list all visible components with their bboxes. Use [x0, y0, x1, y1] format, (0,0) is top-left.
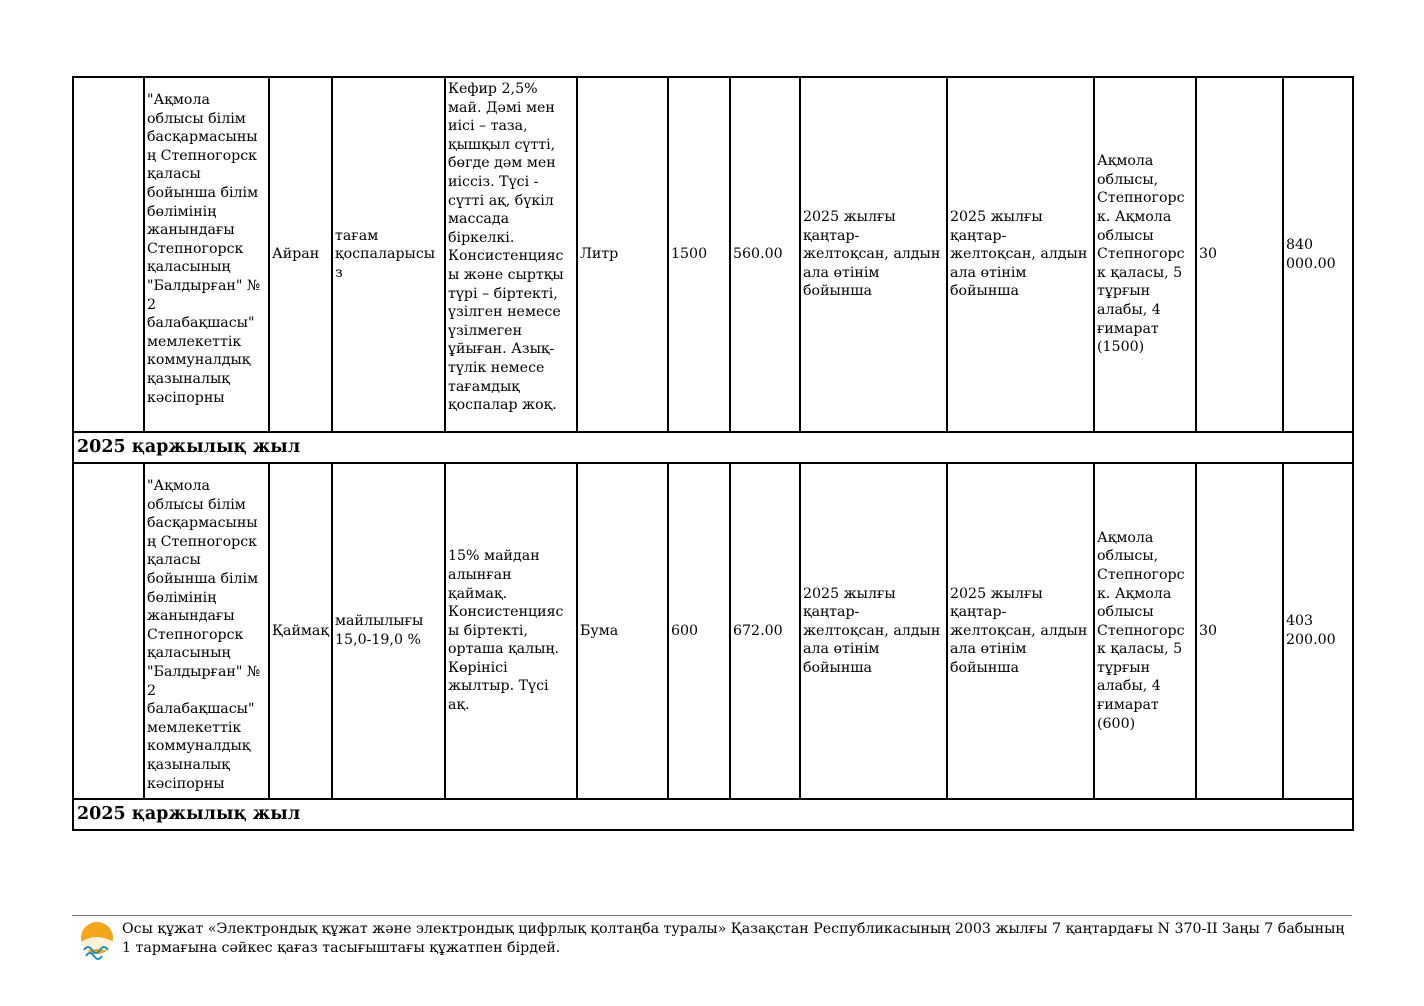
fiscal-year-row: [73, 432, 1353, 463]
delivery-period-cell: 2025 жылғы қаңтар-желтоқсан, алдын ала өтінім бойынша: [800, 463, 947, 799]
amount-cell: 840 000.00: [1283, 77, 1353, 432]
unit-cell: Бума: [577, 463, 668, 799]
quantity-cell: 600: [668, 463, 730, 799]
table-row: [73, 463, 1353, 799]
description-cell: Кефир 2,5% май. Дәмі мен иісі – таза, қышқыл сүтті, бөгде дәм мен иіссіз. Түсі - сүтті ақ, бүкіл массада біркелкі. Консистенциясы және сыртқы түрі – біртекті, үзілген немесе үзілмеген ұйыған. Азық-түлік немесе тағамдық қоспалар жоқ.: [445, 77, 577, 432]
product-name-cell: Айран: [269, 77, 332, 432]
characteristic-cell: майлылығы 15,0-19,0 %: [332, 463, 445, 799]
table-row: [73, 77, 1353, 432]
customer-cell: "Ақмола облысы білім басқармасының Степногорск қаласы бойынша білім бөлімінің жанындағы Степногорск қаласының "Балдырған" № 2 балабақшасы" мемлекеттік коммуналдық қазыналық кәсіпорны: [144, 77, 269, 432]
delivery-place-cell: Ақмола облысы, Степногорск. Ақмола облысы Степногорск қаласы, 5 тұрғын алабы, 4 ғимарат (1500): [1094, 77, 1196, 432]
procurement-table: [72, 76, 1354, 831]
delivery-place-cell: Ақмола облысы, Степногорск. Ақмола облысы Степногорск қаласы, 5 тұрғын алабы, 4 ғимарат (600): [1094, 463, 1196, 799]
footer-divider: [72, 915, 1352, 916]
fiscal-year-label: 2025 қаржылық жыл: [73, 432, 1353, 463]
description-cell: 15% майдан алынған қаймақ. Консистенциясы біртекті, орташа қалың. Көрінісі жылтыр. Түсі ақ.: [445, 463, 577, 799]
row-number-cell: [73, 463, 144, 799]
quantity-cell: 1500: [668, 77, 730, 432]
footer-legal-text: Осы құжат «Электрондық құжат және электрондық цифрлық қолтаңба туралы» Қазақстан Республикасының 2003 жылғы 7 қаңтардағы N 370-II Заңы 7 бабының 1 тармағына сәйкес қағаз тасығыштағы құжатпен бірдей.: [122, 921, 1345, 956]
egov-sun-logo-icon: [76, 920, 116, 960]
fiscal-year-row: [73, 799, 1353, 830]
advance-cell: 30: [1196, 77, 1283, 432]
price-cell: 560.00: [730, 77, 800, 432]
characteristic-cell: тағам қоспаларысыз: [332, 77, 445, 432]
delivery-period-cell: 2025 жылғы қаңтар-желтоқсан, алдын ала өтінім бойынша: [800, 77, 947, 432]
delivery-terms-cell: 2025 жылғы қаңтар-желтоқсан, алдын ала өтінім бойынша: [947, 463, 1094, 799]
advance-cell: 30: [1196, 463, 1283, 799]
price-cell: 672.00: [730, 463, 800, 799]
delivery-terms-cell: 2025 жылғы қаңтар-желтоқсан, алдын ала өтінім бойынша: [947, 77, 1094, 432]
fiscal-year-label: 2025 қаржылық жыл: [73, 799, 1353, 830]
unit-cell: Литр: [577, 77, 668, 432]
row-number-cell: [73, 77, 144, 432]
customer-cell: "Ақмола облысы білім басқармасының Степногорск қаласы бойынша білім бөлімінің жанындағы Степногорск қаласының "Балдырған" № 2 балабақшасы" мемлекеттік коммуналдық қазыналық кәсіпорны: [144, 463, 269, 799]
amount-cell: 403 200.00: [1283, 463, 1353, 799]
product-name-cell: Қаймақ: [269, 463, 332, 799]
